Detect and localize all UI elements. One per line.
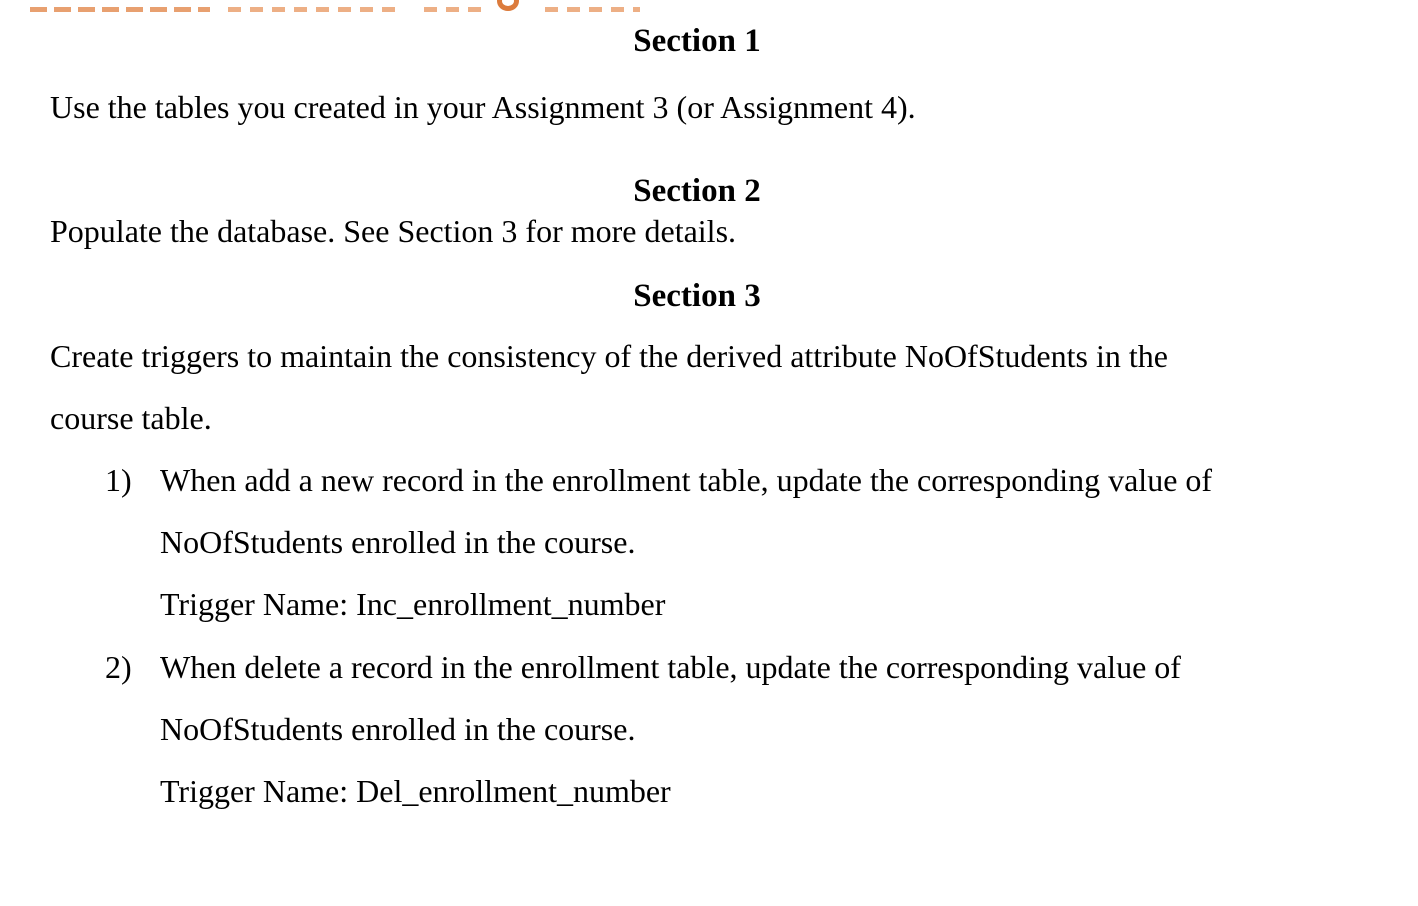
list-item-text [160, 636, 1344, 822]
paragraph-line: Create triggers to maintain the consistency of the derived attribute NoOfStudents in the [50, 338, 1168, 374]
list-item-number: 2) [105, 649, 132, 685]
list-item-line: NoOfStudents enrolled in the course. [160, 524, 636, 560]
list-item-text [160, 449, 1344, 635]
section-1-heading: Section 1 [633, 23, 761, 59]
text-column [50, 0, 1344, 906]
list-item-1 [50, 449, 1344, 635]
list-item-number: 1) [105, 462, 132, 498]
section-3-heading: Section 3 [633, 278, 761, 314]
section-1-paragraph [50, 76, 916, 138]
trigger-name-line: Trigger Name: Inc_enrollment_number [160, 586, 666, 622]
trigger-name-line: Trigger Name: Del_enrollment_number [160, 773, 671, 809]
list-item-line: When add a new record in the enrollment table, update the corresponding value of [160, 462, 1213, 498]
list-item-line: When delete a record in the enrollment table, update the corresponding value of [160, 649, 1181, 685]
section-2-heading: Section 2 [633, 173, 761, 209]
list-item-line: NoOfStudents enrolled in the course. [160, 711, 636, 747]
paragraph-line: course table. [50, 400, 212, 436]
section-3-paragraph [50, 325, 1168, 449]
paragraph-line: Populate the database. See Section 3 for more details. [50, 213, 737, 249]
paragraph-line: Use the tables you created in your Assignment 3 (or Assignment 4). [50, 89, 916, 125]
list-item-2 [50, 636, 1344, 822]
section-2-paragraph [50, 200, 736, 262]
